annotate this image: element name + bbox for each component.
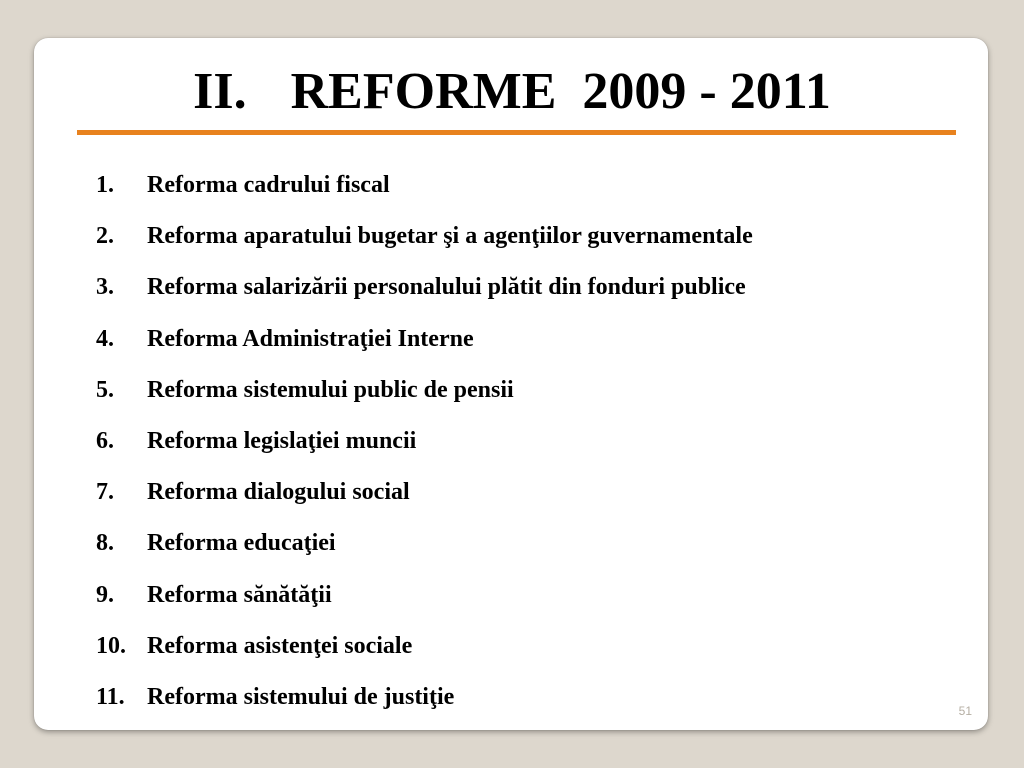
list-item-index: 11. [96,683,125,710]
list-item [96,416,753,467]
reform-list [96,160,753,723]
list-item-index: 2. [96,223,114,250]
list-item-label: Reforma sistemului public de pensii [147,376,514,403]
list-item-label: Reforma salarizării personalului plătit din fonduri publice [147,274,746,301]
list-item-label: Reforma Administraţiei Interne [147,325,474,352]
list-item-index: 3. [96,274,114,301]
list-item [96,672,753,723]
list-item [96,518,753,569]
list-item [96,262,753,313]
list-item-label: Reforma legislaţiei muncii [147,428,417,455]
list-item-label: Reforma dialogului social [147,479,410,506]
list-item [96,211,753,262]
list-item [96,160,753,211]
page-number: 51 [958,704,972,718]
list-item [96,621,753,672]
list-item-label: Reforma sistemului de justiţie [147,683,455,710]
list-item-index: 7. [96,479,114,506]
title-text: REFORME 2009 - 2011 [290,63,831,120]
list-item-index: 6. [96,428,114,455]
list-item [96,467,753,518]
list-item-label: Reforma educaţiei [147,530,336,557]
list-item [96,314,753,365]
title-underline [77,130,956,135]
list-item-index: 8. [96,530,114,557]
list-item-label: Reforma cadrului fiscal [147,172,390,199]
list-item-index: 10. [96,632,126,659]
list-item [96,570,753,621]
title-number: II. [193,63,247,120]
list-item-label: Reforma sănătăţii [147,581,332,608]
list-item-index: 5. [96,376,114,403]
list-item-index: 4. [96,325,114,352]
list-item-label: Reforma aparatului bugetar şi a agenţiilor guvernamentale [147,223,753,250]
list-item-index: 9. [96,581,114,608]
list-item [96,365,753,416]
list-item-index: 1. [96,172,114,199]
list-item-label: Reforma asistenţei sociale [147,632,413,659]
slide-title [0,62,1024,122]
